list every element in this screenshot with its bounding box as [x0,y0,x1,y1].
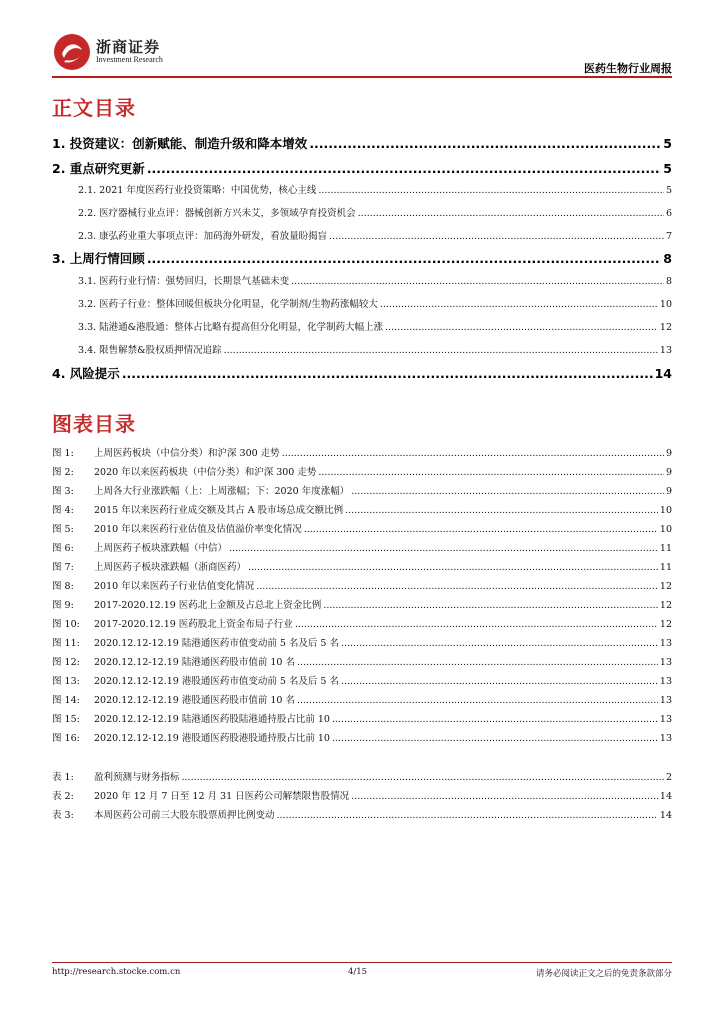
table-entry[interactable] [52,807,672,821]
table-page: 2 [665,772,672,783]
figure-entry[interactable] [52,502,672,516]
page-header [52,32,672,76]
table-label: 表 1: [52,772,74,783]
toc-entry[interactable] [52,249,672,267]
table-label: 表 3: [52,810,74,821]
figure-entry[interactable] [52,483,672,497]
figure-label: 图 7: [52,562,74,573]
figure-label: 图 1: [52,448,74,459]
figure-entry[interactable] [52,464,672,478]
figure-text: 上周医药子板块涨跌幅（浙商医药） [94,562,247,573]
figure-label: 图 4: [52,505,74,516]
toc-entry[interactable] [78,273,672,287]
figure-entry[interactable] [52,521,672,535]
figure-page: 12 [659,619,672,630]
figure-page: 13 [659,638,672,649]
toc-entry[interactable] [78,319,672,333]
company-name-cn: 浙商证券 [96,38,161,56]
figure-entry[interactable] [52,597,672,611]
toc-entry-page: 6 [665,208,672,219]
figure-page: 12 [659,600,672,611]
figure-page: 9 [665,448,672,459]
table-text: 本周医药公司前三大股东股票质押比例变动 [94,810,275,821]
toc-entry[interactable] [78,296,672,310]
toc-entry-page: 7 [665,231,672,242]
figure-text: 2017-2020.12.19 医药北上金额及占总北上资金比例 [94,600,322,611]
figure-text: 2020.12.12-12.19 港股通医药股港股通持股占比前 10 [94,733,330,744]
figure-text: 2020.12.12-12.19 陆港通医药股市值前 10 名 [94,657,295,668]
figure-page: 10 [659,505,672,516]
company-logo-icon [52,32,92,72]
toc-entry-page: 5 [665,185,672,196]
toc-entry-label: 1. 投资建议：创新赋能、制造升级和降本增效 [52,136,308,151]
figure-entry[interactable] [52,730,672,744]
figure-page: 13 [659,657,672,668]
figure-text: 上周医药子板块涨跌幅（中信） [94,543,228,554]
figure-label: 图 6: [52,543,74,554]
figure-text: 2010 年以来医药行业估值及估值溢价率变化情况 [94,524,302,535]
report-type: 医药生物行业周报 [584,62,672,75]
figure-label: 图 11: [52,638,80,649]
toc-entry-page: 8 [663,251,672,266]
figure-page: 11 [659,543,672,554]
toc-entry-label: 2.2. 医疗器械行业点评：器械创新方兴未艾，多领域孕育投资机会 [78,208,356,219]
figure-page: 10 [659,524,672,535]
toc-entry-label: 2.3. 康弘药业重大事项点评：加码海外研发，看放量盼揭盲 [78,231,328,242]
figure-page: 11 [659,562,672,573]
figure-text: 2020 年以来医药板块（中信分类）和沪深 300 走势 [94,467,317,478]
figure-label: 图 13: [52,676,80,687]
table-entry[interactable] [52,788,672,802]
table-page: 14 [659,791,672,802]
figure-text: 2020.12.12-12.19 港股通医药市值变动前 5 名及后 5 名 [94,676,339,687]
toc-entry-label: 3.4. 限售解禁&股权质押情况追踪 [78,345,222,356]
figure-label: 图 3: [52,486,74,497]
figure-label: 图 14: [52,695,80,706]
figure-page: 9 [665,486,672,497]
figure-label: 图 2: [52,467,74,478]
figure-text: 上周各大行业涨跌幅（上：上周涨幅；下：2020 年度涨幅） [94,486,350,497]
figure-page: 13 [659,733,672,744]
toc-entry-label: 3.3. 陆港通&港股通：整体占比略有提高但分化明显，化学制药大幅上涨 [78,322,384,333]
figure-entry[interactable] [52,673,672,687]
toc-title: 正文目录 [52,96,136,120]
figure-page: 9 [665,467,672,478]
figure-text: 2020.12.12-12.19 陆港通医药市值变动前 5 名及后 5 名 [94,638,339,649]
footer-divider [52,962,672,963]
figures-title: 图表目录 [52,412,136,436]
figure-entry[interactable] [52,445,672,459]
table-text: 盈利预测与财务指标 [94,772,180,783]
figure-page: 13 [659,676,672,687]
toc-entry-label: 3. 上周行情回顾 [52,251,145,266]
toc-entry-label: 3.1. 医药行业行情：强势回归，长期景气基础未变 [78,276,290,287]
header-divider [52,76,672,78]
toc-entry-page: 13 [659,345,672,356]
company-name-en: Investment Research [96,55,163,64]
toc-entry-page: 5 [663,161,672,176]
figure-label: 图 15: [52,714,80,725]
footer-url[interactable]: http://research.stocke.com.cn [52,967,181,977]
figure-text: 2017-2020.12.19 医药股北上资金布局子行业 [94,619,293,630]
figure-page: 13 [659,714,672,725]
figure-entry[interactable] [52,654,672,668]
footer-page-number: 4/15 [348,967,368,977]
table-text: 2020 年 12 月 7 日至 12 月 31 日医药公司解禁限售股情况 [94,791,350,802]
figure-label: 图 5: [52,524,74,535]
table-label: 表 2: [52,791,74,802]
figure-entry[interactable] [52,578,672,592]
figure-text: 2020.12.12-12.19 陆港通医药股陆港通持股占比前 10 [94,714,330,725]
figure-label: 图 12: [52,657,80,668]
toc-entry[interactable] [52,159,672,177]
figure-page: 13 [659,695,672,706]
toc-entry[interactable] [78,228,672,242]
figure-entry[interactable] [52,711,672,725]
toc-entry-page: 14 [654,366,672,381]
toc-entry-page: 10 [659,299,672,310]
footer-disclaimer: 请务必阅读正文之后的免责条款部分 [535,969,672,979]
figure-entry[interactable] [52,635,672,649]
table-entry[interactable] [52,769,672,783]
table-page: 14 [659,810,672,821]
toc-entry-label: 2.1. 2021 年度医药行业投资策略：中国优势，核心主线 [78,185,317,196]
toc-entry-page: 8 [665,276,672,287]
figure-entry[interactable] [52,692,672,706]
toc-entry[interactable] [78,342,672,356]
toc-entry[interactable] [78,182,672,196]
toc-entry-label: 2. 重点研究更新 [52,161,145,176]
toc-entry-page: 5 [663,136,672,151]
figure-entry[interactable] [52,540,672,554]
figure-text: 2010 年以来医药子行业估值变化情况 [94,581,255,592]
toc-entry[interactable] [52,364,672,382]
figure-text: 2020.12.12-12.19 港股通医药股市值前 10 名 [94,695,295,706]
figure-text: 上周医药板块（中信分类）和沪深 300 走势 [94,448,280,459]
toc-entry-label: 4. 风险提示 [52,366,120,381]
figure-label: 图 8: [52,581,74,592]
figure-entry[interactable] [52,559,672,573]
figure-label: 图 16: [52,733,80,744]
toc-entry-page: 12 [659,322,672,333]
figure-label: 图 9: [52,600,74,611]
toc-entry[interactable] [78,205,672,219]
toc-entry[interactable] [52,134,672,152]
figure-entry[interactable] [52,616,672,630]
toc-entry-label: 3.2. 医药子行业：整体回暖但板块分化明显，化学制剂/生物药涨幅较大 [78,299,378,310]
figure-text: 2015 年以来医药行业成交额及其占 A 股市场总成交额比例 [94,505,344,516]
figure-label: 图 10: [52,619,80,630]
figure-page: 12 [659,581,672,592]
